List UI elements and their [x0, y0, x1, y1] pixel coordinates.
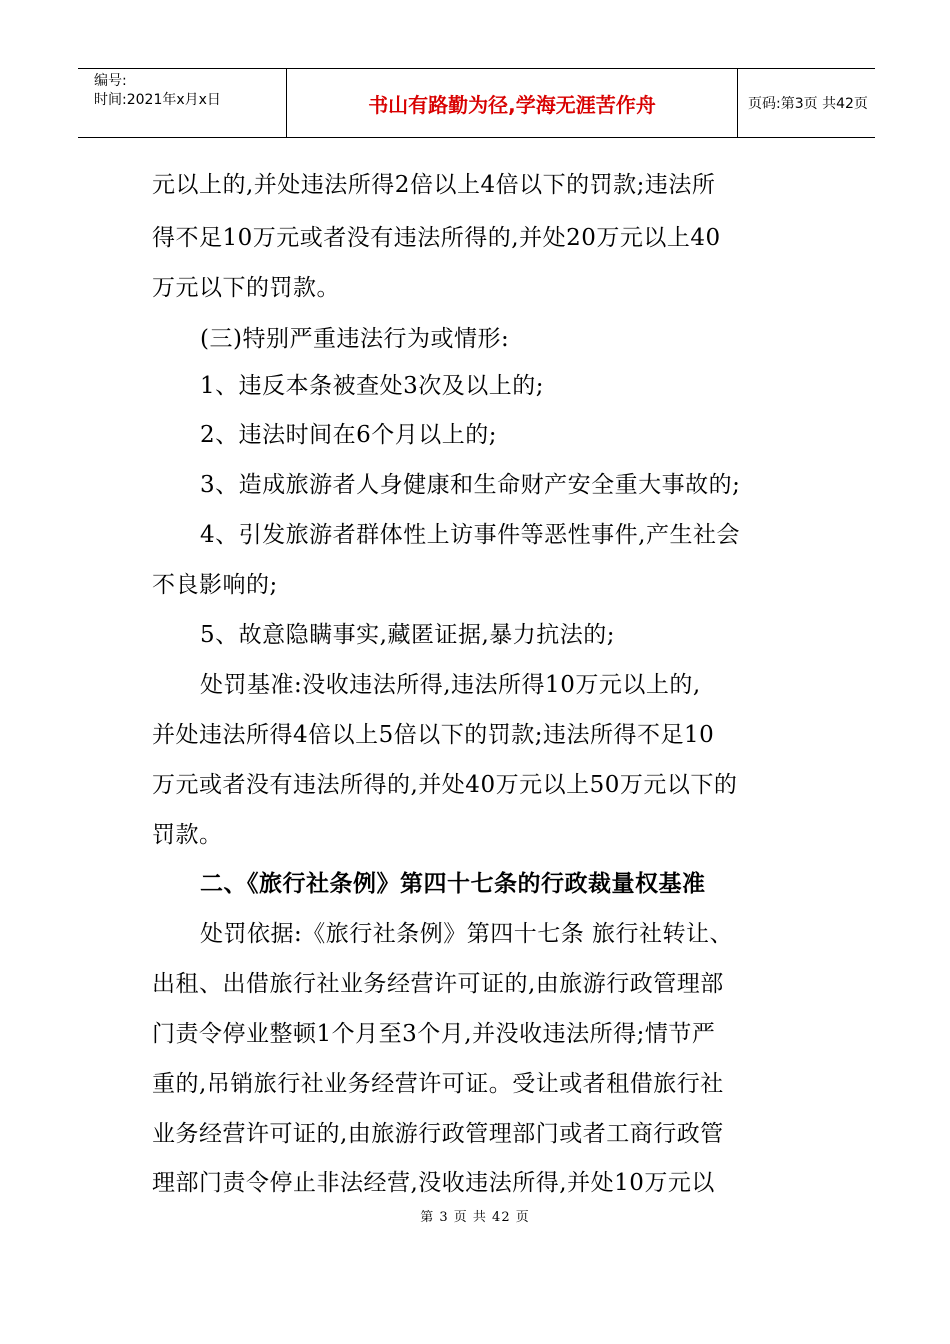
body-line: 理部门责令停止非法经营,没收违法所得,并处10万元以 — [152, 1170, 715, 1196]
header-page-cell — [738, 69, 875, 137]
header-slogan: 书山有路勤为径,学海无涯苦作舟 — [368, 93, 656, 117]
body-line: 元以上的,并处违法所得2倍以上4倍以下的罚款;违法所 — [152, 172, 716, 198]
body-line: 万元以下的罚款。 — [152, 275, 340, 301]
body-line: 得不足10万元或者没有违法所得的,并处20万元以上40 — [152, 225, 721, 251]
body-line: 门责令停业整顿1个月至3个月,并没收违法所得;情节严 — [152, 1021, 716, 1047]
document-number-label: 编号: — [94, 73, 127, 89]
article-heading: 二、《旅行社条例》第四十七条的行政裁量权基准 — [200, 871, 706, 897]
header-page-label: 页码:第3页 共42页 — [748, 96, 868, 112]
penalty-basis-line: 处罚依据:《旅行社条例》第四十七条 旅行社转让、 — [200, 921, 734, 947]
document-time-label: 时间:2021年x月x日 — [94, 92, 221, 108]
header-left-cell — [78, 69, 286, 137]
page-footer: 第 3 页 共 42 页 — [420, 1210, 530, 1225]
penalty-standard-line: 处罚基准:没收违法所得,违法所得10万元以上的, — [200, 672, 701, 698]
document-header — [78, 68, 875, 138]
list-item: 4、引发旅游者群体性上访事件等恶性事件,产生社会 — [200, 522, 740, 548]
section-heading: (三)特别严重违法行为或情形: — [200, 326, 510, 352]
list-item: 2、违法时间在6个月以上的; — [200, 422, 498, 448]
body-line: 罚款。 — [152, 822, 223, 848]
list-item: 3、造成旅游者人身健康和生命财产安全重大事故的; — [200, 472, 741, 498]
header-slogan-cell — [286, 69, 738, 137]
body-line: 万元或者没有违法所得的,并处40万元以上50万元以下的 — [152, 772, 738, 798]
list-item: 5、故意隐瞒事实,藏匿证据,暴力抗法的; — [200, 622, 616, 648]
body-line: 不良影响的; — [152, 572, 278, 598]
body-line: 并处违法所得4倍以上5倍以下的罚款;违法所得不足10 — [152, 722, 715, 748]
body-line: 业务经营许可证的,由旅游行政管理部门或者工商行政管 — [152, 1121, 724, 1147]
body-line: 出租、出借旅行社业务经营许可证的,由旅游行政管理部 — [152, 971, 724, 997]
list-item: 1、违反本条被查处3次及以上的; — [200, 373, 545, 399]
body-line: 重的,吊销旅行社业务经营许可证。受让或者租借旅行社 — [152, 1071, 724, 1097]
